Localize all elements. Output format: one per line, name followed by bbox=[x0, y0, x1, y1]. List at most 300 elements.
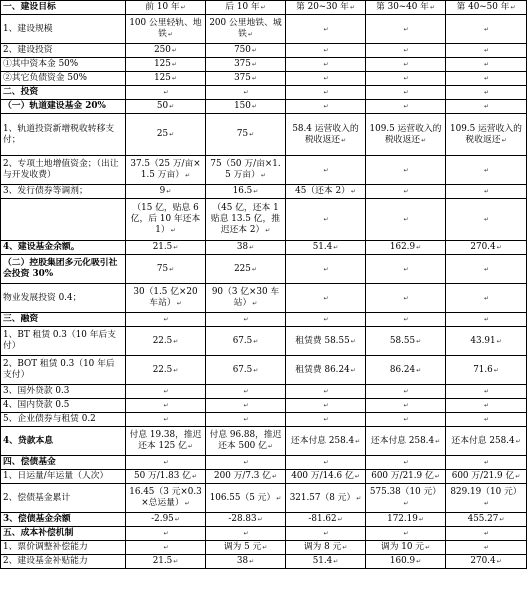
cell-text: 71.6 bbox=[473, 364, 493, 375]
cell-text: 还本付息 258.4 bbox=[451, 435, 515, 446]
value-cell bbox=[206, 86, 286, 100]
paragraph-mark: ↵ bbox=[323, 388, 329, 395]
value-cell bbox=[126, 385, 206, 399]
value-cell bbox=[206, 541, 286, 555]
value-cell bbox=[446, 385, 527, 399]
paragraph-mark: ↵ bbox=[425, 544, 431, 551]
paragraph-mark: ↵ bbox=[403, 25, 409, 33]
paragraph-mark: ↵ bbox=[243, 316, 249, 323]
paragraph-mark: ↵ bbox=[176, 300, 182, 307]
value-cell bbox=[286, 44, 366, 58]
row-label-cell bbox=[1, 313, 126, 327]
paragraph-mark: ↵ bbox=[356, 494, 362, 502]
value-cell bbox=[286, 114, 366, 156]
paragraph-mark: ↵ bbox=[191, 473, 197, 480]
value-cell bbox=[206, 284, 286, 313]
value-cell bbox=[366, 385, 446, 399]
paragraph-mark: ↵ bbox=[323, 265, 329, 273]
row-label-cell bbox=[1, 284, 126, 313]
paragraph-mark: ↵ bbox=[499, 516, 505, 523]
paragraph-mark: ↵ bbox=[185, 172, 191, 179]
table-row bbox=[1, 86, 527, 100]
value-cell bbox=[206, 327, 286, 356]
value-cell bbox=[446, 15, 527, 44]
value-cell bbox=[446, 356, 527, 385]
value-cell bbox=[366, 199, 446, 241]
value-cell bbox=[446, 156, 527, 185]
paragraph-mark: ↵ bbox=[163, 89, 169, 96]
cell-text: 455.27 bbox=[467, 514, 499, 524]
value-cell bbox=[446, 72, 527, 86]
value-cell bbox=[286, 241, 366, 255]
value-cell bbox=[366, 327, 446, 356]
paragraph-mark: ↵ bbox=[249, 131, 255, 138]
paragraph-mark: ↵ bbox=[169, 103, 175, 110]
cell-text: 270.4 bbox=[470, 242, 496, 252]
value-cell bbox=[206, 470, 286, 484]
paragraph-mark: ↵ bbox=[483, 166, 490, 174]
cell-text: 25 bbox=[156, 129, 169, 139]
cell-text: 1、日运量/年运量（人次） bbox=[3, 471, 109, 481]
cell-text: （45 亿，还本 1 贴息 13.5 亿，推迟还本 2） bbox=[210, 203, 281, 235]
row-label-cell bbox=[1, 72, 126, 86]
value-cell bbox=[446, 427, 527, 456]
paragraph-mark: ↵ bbox=[323, 530, 329, 537]
value-cell bbox=[446, 484, 527, 513]
value-cell bbox=[206, 513, 286, 527]
value-cell bbox=[126, 399, 206, 413]
value-cell bbox=[206, 199, 286, 241]
paragraph-mark: ↵ bbox=[265, 227, 271, 234]
table-row bbox=[1, 413, 527, 427]
cell-text: 16.5 bbox=[232, 186, 253, 196]
value-cell bbox=[206, 100, 286, 114]
cell-text: 22.5 bbox=[152, 335, 173, 346]
paragraph-mark: ↵ bbox=[243, 459, 249, 466]
table-row bbox=[1, 513, 527, 527]
value-cell bbox=[286, 1, 366, 15]
paragraph-mark: ↵ bbox=[337, 516, 343, 523]
value-cell bbox=[206, 15, 286, 44]
value-cell bbox=[126, 356, 206, 385]
paragraph-mark: ↵ bbox=[171, 61, 177, 68]
cell-text: 37.5（25 万/亩×1.5 万亩） bbox=[130, 159, 201, 180]
paragraph-mark: ↵ bbox=[267, 443, 273, 450]
paragraph-mark: ↵ bbox=[434, 473, 440, 480]
table-row bbox=[1, 114, 527, 156]
value-cell bbox=[286, 86, 366, 100]
paragraph-mark: ↵ bbox=[180, 4, 186, 11]
row-label-cell bbox=[1, 86, 126, 100]
paragraph-mark: ↵ bbox=[173, 558, 179, 565]
paragraph-mark: ↵ bbox=[483, 89, 490, 96]
value-cell bbox=[206, 555, 286, 569]
value-cell bbox=[286, 456, 366, 470]
row-label-cell bbox=[1, 58, 126, 72]
cell-text: 2、专项土地增值资金；（出让与开发收费） bbox=[3, 159, 119, 180]
paragraph-mark: ↵ bbox=[163, 388, 169, 395]
value-cell bbox=[286, 356, 366, 385]
value-cell bbox=[366, 156, 446, 185]
value-cell bbox=[126, 241, 206, 255]
value-cell bbox=[126, 100, 206, 114]
value-cell bbox=[286, 427, 366, 456]
value-cell bbox=[446, 413, 527, 427]
value-cell bbox=[126, 555, 206, 569]
cell-text: 4、建设基金余额。 bbox=[3, 242, 80, 252]
cell-text: 400 万/14.6 亿 bbox=[291, 471, 354, 481]
paragraph-mark: ↵ bbox=[323, 25, 329, 33]
cell-text: 调为 8 元 bbox=[303, 542, 342, 552]
table-row bbox=[1, 555, 527, 569]
value-cell bbox=[206, 58, 286, 72]
paragraph-mark: ↵ bbox=[251, 103, 257, 110]
value-cell bbox=[126, 72, 206, 86]
paragraph-mark: ↵ bbox=[429, 4, 435, 11]
value-cell bbox=[446, 44, 527, 58]
paragraph-mark: ↵ bbox=[403, 216, 409, 223]
value-cell bbox=[446, 185, 527, 199]
paragraph-mark: ↵ bbox=[341, 136, 347, 144]
cell-text: 829.19（10 元） bbox=[450, 487, 522, 497]
paragraph-mark: ↵ bbox=[323, 402, 329, 409]
cell-text: 225 bbox=[234, 263, 251, 274]
paragraph-mark: ↵ bbox=[416, 366, 422, 374]
value-cell bbox=[126, 427, 206, 456]
paragraph-mark: ↵ bbox=[403, 166, 409, 174]
paragraph-mark: ↵ bbox=[163, 316, 169, 323]
cell-text: 106.55（5 元） bbox=[209, 492, 276, 503]
value-cell bbox=[126, 199, 206, 241]
cell-text: 二、投资 bbox=[3, 87, 39, 97]
value-cell bbox=[286, 484, 366, 513]
cell-text: 200 公里地铁、城铁 bbox=[209, 18, 282, 39]
cell-text: -81.62 bbox=[308, 514, 337, 524]
value-cell bbox=[446, 100, 527, 114]
cell-text: 后 10 年 bbox=[225, 2, 260, 12]
paragraph-mark: ↵ bbox=[483, 294, 490, 302]
cell-text: 86.24 bbox=[389, 364, 416, 375]
table-row bbox=[1, 185, 527, 199]
paragraph-mark: ↵ bbox=[253, 366, 259, 374]
value-cell bbox=[126, 541, 206, 555]
cell-text: 172.19 bbox=[387, 514, 418, 524]
paragraph-mark: ↵ bbox=[171, 75, 177, 82]
cell-text: 前 10 年 bbox=[145, 2, 180, 12]
paragraph-mark: ↵ bbox=[403, 75, 409, 82]
value-cell bbox=[366, 541, 446, 555]
cell-text: 125 bbox=[154, 73, 171, 83]
value-cell bbox=[366, 456, 446, 470]
paragraph-mark: ↵ bbox=[483, 416, 490, 423]
row-label-cell bbox=[1, 100, 126, 114]
paragraph-mark: ↵ bbox=[323, 459, 329, 466]
cell-text: 一、建设目标 bbox=[3, 2, 56, 12]
paragraph-mark: ↵ bbox=[243, 530, 249, 537]
value-cell bbox=[286, 199, 366, 241]
table-row bbox=[1, 470, 527, 484]
paragraph-mark: ↵ bbox=[483, 61, 490, 68]
value-cell bbox=[206, 385, 286, 399]
paragraph-mark: ↵ bbox=[403, 416, 409, 423]
cell-text: 160.9 bbox=[389, 556, 416, 566]
paragraph-mark: ↵ bbox=[403, 316, 409, 323]
table-row bbox=[1, 313, 527, 327]
cell-text: 1、票价调整补偿能力 bbox=[3, 542, 88, 552]
paragraph-mark: ↵ bbox=[403, 265, 409, 273]
cell-text: 58.4 运营收入的税收返还 bbox=[292, 123, 359, 145]
finance-table-body bbox=[1, 1, 527, 569]
cell-text: 750 bbox=[234, 45, 251, 55]
paragraph-mark: ↵ bbox=[187, 443, 193, 450]
value-cell bbox=[286, 385, 366, 399]
cell-text: 600 万/21.9 亿 bbox=[451, 471, 515, 481]
cell-text: 物业发展投资 0.4； bbox=[3, 292, 82, 303]
paragraph-mark: ↵ bbox=[323, 294, 329, 302]
paragraph-mark: ↵ bbox=[323, 166, 329, 174]
paragraph-mark: ↵ bbox=[251, 265, 257, 273]
cell-text: 三、融资 bbox=[3, 314, 39, 324]
value-cell bbox=[366, 484, 446, 513]
paragraph-mark: ↵ bbox=[349, 4, 355, 11]
paragraph-mark: ↵ bbox=[483, 459, 490, 466]
value-cell bbox=[286, 527, 366, 541]
cell-text: 109.5 运营收入的税收返还 bbox=[369, 123, 442, 145]
value-cell bbox=[206, 313, 286, 327]
cell-text: 3、发行债券等调剂； bbox=[3, 186, 88, 196]
value-cell bbox=[366, 413, 446, 427]
value-cell bbox=[286, 185, 366, 199]
paragraph-mark: ↵ bbox=[403, 61, 409, 68]
value-cell bbox=[286, 555, 366, 569]
paragraph-mark: ↵ bbox=[515, 437, 521, 445]
cell-text: 270.4 bbox=[470, 556, 496, 566]
cell-text: 575.38（10 元） bbox=[369, 487, 442, 497]
value-cell bbox=[126, 527, 206, 541]
cell-text: 1、轨道投资新增税收转移支付； bbox=[3, 123, 115, 145]
paragraph-mark: ↵ bbox=[243, 402, 249, 409]
table-row bbox=[1, 72, 527, 86]
paragraph-mark: ↵ bbox=[501, 136, 507, 144]
value-cell bbox=[366, 241, 446, 255]
value-cell bbox=[206, 255, 286, 284]
paragraph-mark: ↵ bbox=[170, 227, 176, 234]
value-cell bbox=[206, 1, 286, 15]
value-cell bbox=[286, 15, 366, 44]
cell-text: 租赁费 86.24 bbox=[295, 364, 350, 375]
cell-text: 30（1.5 亿×20 车站） bbox=[133, 287, 198, 308]
cell-text: 付息 96.88，推迟还本 500 亿 bbox=[209, 430, 282, 451]
paragraph-mark: ↵ bbox=[163, 544, 169, 551]
value-cell bbox=[126, 313, 206, 327]
value-cell bbox=[206, 185, 286, 199]
cell-text: 45（还本 2） bbox=[295, 186, 350, 196]
table-row bbox=[1, 58, 527, 72]
cell-text: 75（50 万/亩×1.5 万亩） bbox=[210, 159, 281, 180]
value-cell bbox=[366, 114, 446, 156]
paragraph-mark: ↵ bbox=[403, 388, 409, 395]
cell-text: 还本付息 258.4 bbox=[290, 435, 355, 446]
paragraph-mark: ↵ bbox=[260, 172, 266, 179]
cell-text: 321.57（8 元） bbox=[289, 492, 356, 503]
row-label-cell bbox=[1, 456, 126, 470]
cell-text: （15 亿，贴息 6 亿，后 10 年还本 1） bbox=[130, 203, 201, 235]
cell-text: 600 万/21.9 亿 bbox=[371, 471, 434, 481]
cell-text: 75 bbox=[156, 263, 169, 274]
paragraph-mark: ↵ bbox=[483, 103, 490, 110]
paragraph-mark: ↵ bbox=[276, 494, 282, 502]
paragraph-mark: ↵ bbox=[251, 61, 257, 68]
paragraph-mark: ↵ bbox=[323, 75, 329, 82]
cell-text: 200 万/7.3 亿 bbox=[214, 471, 271, 481]
paragraph-mark: ↵ bbox=[483, 47, 490, 54]
value-cell bbox=[206, 527, 286, 541]
cell-text: 90（3 亿×30 车站） bbox=[211, 287, 280, 308]
value-cell bbox=[286, 313, 366, 327]
value-cell bbox=[446, 255, 527, 284]
paragraph-mark: ↵ bbox=[418, 516, 424, 523]
paragraph-mark: ↵ bbox=[496, 244, 502, 251]
row-label-cell bbox=[1, 185, 126, 199]
row-label-cell bbox=[1, 555, 126, 569]
paragraph-mark: ↵ bbox=[323, 89, 329, 96]
paragraph-mark: ↵ bbox=[483, 530, 490, 537]
paragraph-mark: ↵ bbox=[435, 437, 441, 445]
value-cell bbox=[366, 399, 446, 413]
value-cell bbox=[366, 58, 446, 72]
value-cell bbox=[446, 470, 527, 484]
value-cell bbox=[366, 100, 446, 114]
row-label-cell bbox=[1, 241, 126, 255]
row-label-cell bbox=[1, 484, 126, 513]
table-row bbox=[1, 427, 527, 456]
paragraph-mark: ↵ bbox=[416, 337, 422, 345]
value-cell bbox=[286, 413, 366, 427]
value-cell bbox=[366, 313, 446, 327]
value-cell bbox=[446, 513, 527, 527]
paragraph-mark: ↵ bbox=[163, 459, 169, 466]
paragraph-mark: ↵ bbox=[323, 416, 329, 423]
cell-text: 2、建设基金补贴能力 bbox=[3, 556, 88, 566]
paragraph-mark: ↵ bbox=[163, 530, 169, 537]
value-cell bbox=[446, 284, 527, 313]
cell-text: 75 bbox=[236, 129, 249, 139]
cell-text: （二）控股集团多元化吸引社会投资 30% bbox=[3, 258, 118, 279]
value-cell bbox=[286, 541, 366, 555]
cell-text: 2、建设投资 bbox=[3, 45, 53, 55]
cell-text: 16.45（3 元×0.3×总运量） bbox=[129, 487, 202, 508]
paragraph-mark: ↵ bbox=[483, 216, 490, 223]
paragraph-mark: ↵ bbox=[354, 473, 360, 480]
paragraph-mark: ↵ bbox=[253, 337, 259, 345]
value-cell bbox=[286, 72, 366, 86]
paragraph-mark: ↵ bbox=[355, 437, 361, 445]
value-cell bbox=[366, 470, 446, 484]
paragraph-mark: ↵ bbox=[483, 265, 490, 273]
cell-text: 调为 5 元 bbox=[223, 542, 262, 552]
cell-text: 租赁费 58.55 bbox=[295, 335, 350, 346]
cell-text: 第 30~40 年 bbox=[376, 2, 429, 12]
value-cell bbox=[286, 470, 366, 484]
value-cell bbox=[366, 356, 446, 385]
value-cell bbox=[206, 399, 286, 413]
value-cell bbox=[446, 399, 527, 413]
cell-text: 58.55 bbox=[389, 335, 416, 346]
cell-text: 第 40~50 年 bbox=[456, 2, 510, 12]
paragraph-mark: ↵ bbox=[323, 216, 329, 223]
cell-text: 50 万/1.83 亿 bbox=[134, 471, 191, 481]
paragraph-mark: ↵ bbox=[421, 136, 427, 144]
cell-text: 五、成本补偿机制 bbox=[3, 528, 74, 538]
table-row bbox=[1, 1, 527, 15]
row-label-cell bbox=[1, 427, 126, 456]
cell-text: 2、偿债基金累计 bbox=[3, 492, 71, 503]
paragraph-mark: ↵ bbox=[166, 188, 172, 195]
value-cell bbox=[126, 86, 206, 100]
value-cell bbox=[126, 1, 206, 15]
table-row bbox=[1, 241, 527, 255]
table-row bbox=[1, 356, 527, 385]
row-label-cell bbox=[1, 527, 126, 541]
table-row bbox=[1, 199, 527, 241]
paragraph-mark: ↵ bbox=[271, 473, 277, 480]
row-label-cell bbox=[1, 156, 126, 185]
cell-text: 1、BT 租赁 0.3（10 年后支付） bbox=[3, 330, 117, 351]
row-label-cell bbox=[1, 15, 126, 44]
paragraph-mark: ↵ bbox=[169, 131, 175, 138]
paragraph-mark: ↵ bbox=[350, 188, 356, 195]
table-row bbox=[1, 541, 527, 555]
value-cell bbox=[446, 86, 527, 100]
cell-text: 4、贷款本息 bbox=[3, 435, 54, 446]
value-cell bbox=[446, 555, 527, 569]
value-cell bbox=[366, 427, 446, 456]
value-cell bbox=[446, 199, 527, 241]
cell-text: 125 bbox=[154, 59, 171, 69]
cell-text: 109.5 运营收入的税收返还 bbox=[450, 123, 522, 145]
paragraph-mark: ↵ bbox=[171, 47, 177, 54]
value-cell bbox=[206, 427, 286, 456]
table-row bbox=[1, 484, 527, 513]
paragraph-mark: ↵ bbox=[483, 75, 490, 82]
value-cell bbox=[126, 284, 206, 313]
cell-text: 3、偿债基金余额 bbox=[3, 514, 71, 524]
paragraph-mark: ↵ bbox=[403, 47, 409, 54]
paragraph-mark: ↵ bbox=[403, 294, 409, 302]
paragraph-mark: ↵ bbox=[403, 103, 409, 110]
paragraph-mark: ↵ bbox=[515, 473, 521, 480]
value-cell bbox=[366, 86, 446, 100]
cell-text: 250 bbox=[154, 45, 171, 55]
cell-text: 375 bbox=[234, 73, 251, 83]
cell-text: 150 bbox=[234, 101, 251, 111]
row-label-cell bbox=[1, 199, 126, 241]
paragraph-mark: ↵ bbox=[173, 366, 179, 374]
value-cell bbox=[286, 100, 366, 114]
cell-text: 调为 10 元 bbox=[380, 542, 425, 552]
row-label-cell bbox=[1, 513, 126, 527]
paragraph-mark: ↵ bbox=[333, 244, 339, 251]
paragraph-mark: ↵ bbox=[483, 402, 490, 409]
cell-text: -28.83 bbox=[228, 514, 257, 524]
paragraph-mark: ↵ bbox=[323, 61, 329, 68]
row-label-cell bbox=[1, 255, 126, 284]
table-row bbox=[1, 100, 527, 114]
value-cell bbox=[446, 527, 527, 541]
paragraph-mark: ↵ bbox=[416, 244, 422, 251]
cell-text: 51.4 bbox=[312, 242, 333, 252]
value-cell bbox=[446, 313, 527, 327]
